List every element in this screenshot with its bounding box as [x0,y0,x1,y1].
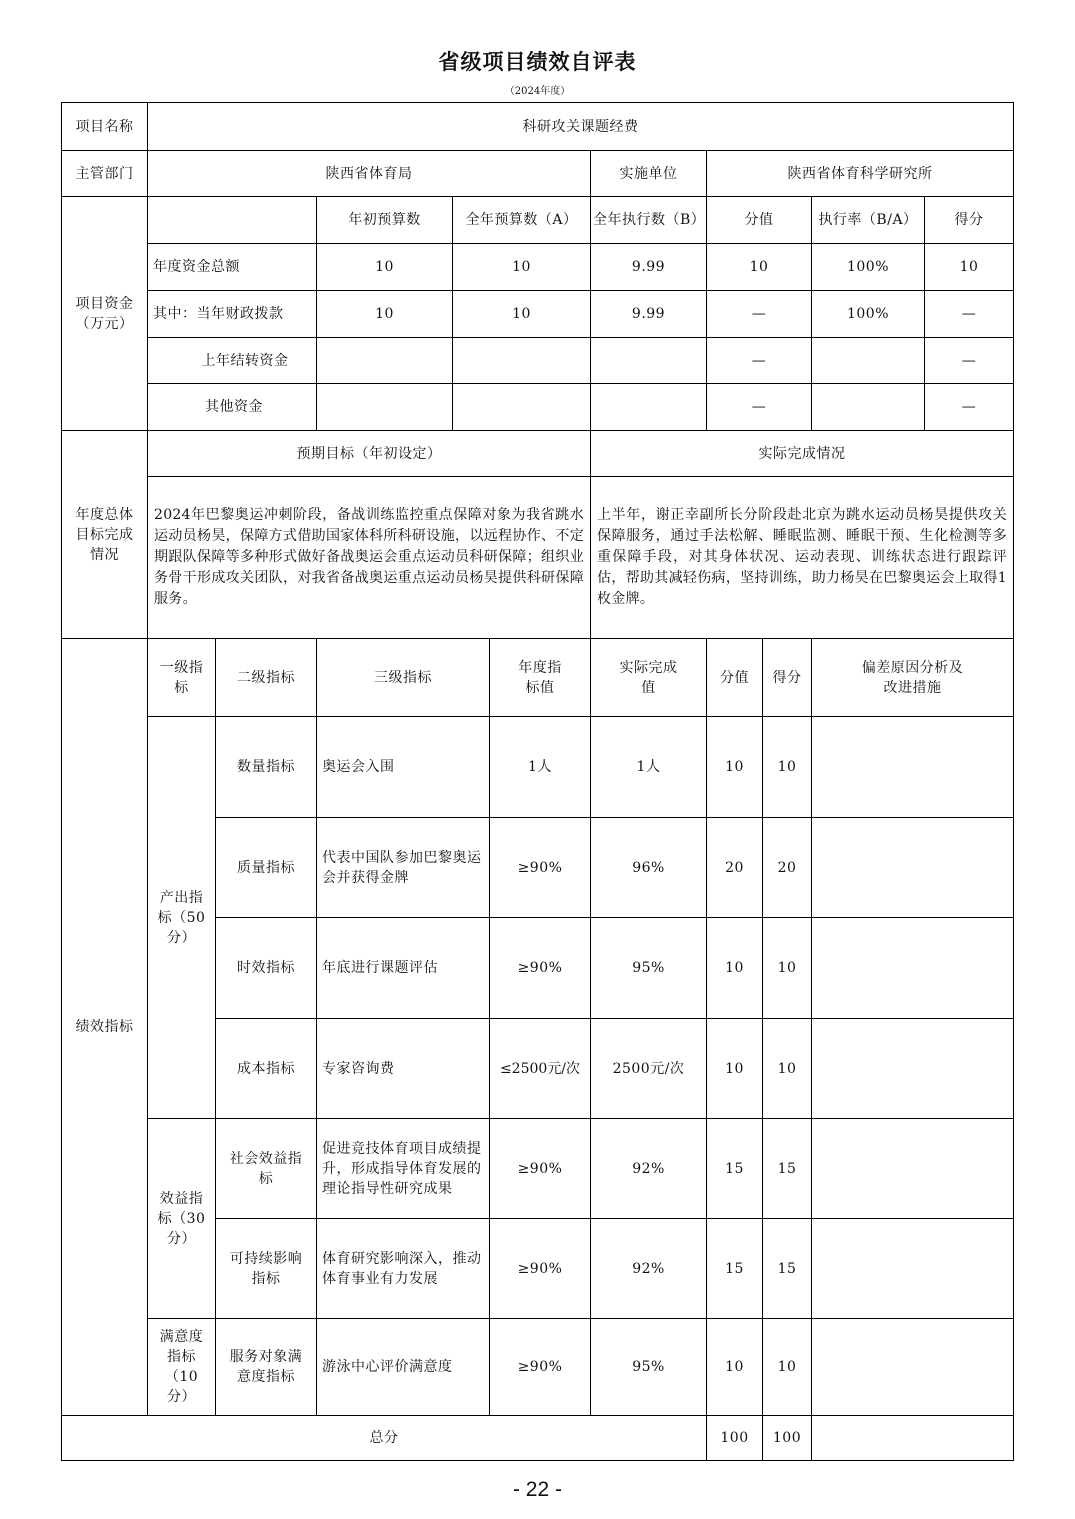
perf-target: 1人 [528,759,552,775]
funds-cell [317,384,452,430]
perf-target: ≥90% [517,1160,563,1177]
perf-score: 10 [725,960,744,976]
perf-note [812,1219,1013,1318]
perf-target: ≥90% [517,960,563,976]
perf-l2: 质量指标 [237,859,295,876]
funds-header-executed: 全年执行数（B） [593,212,706,228]
funds-cell: 100% [846,306,890,322]
funds-cell: 10 [749,259,769,275]
perf-group-satisfaction: 满意度指标（10分） [159,1329,204,1405]
perf-got: 10 [777,1060,797,1077]
funds-header-annual: 全年预算数（A） [465,212,578,228]
total-score: 100 [720,1430,749,1446]
perf-note [812,918,1013,1018]
perf-actual: 95% [632,1359,665,1375]
dept-label: 主管部门 [75,165,134,182]
page-title: 省级项目绩效自评表 [438,50,637,74]
funds-cell: — [751,399,767,415]
funds-cell: 10 [959,259,979,275]
perf-score: 15 [725,1160,744,1177]
funds-header-rate: 执行率（B/A） [818,212,918,228]
goal-actual-text: 上半年，谢正幸副所长分阶段赴北京为跳水运动员杨昊提供攻关保障服务，通过手法松解、睡眠监测、睡眠干预、生化检测等多重保障手段，对其身体状况、运动表现、训练状态进行跟踪评估，帮助其减轻伤病，坚持训练，助力杨昊在巴黎奥运会上取得1枚金牌。 [597,507,1007,607]
perf-l3: 游泳中心评价满意度 [322,1359,453,1375]
perf-actual: 96% [632,859,665,876]
perf-got: 15 [777,1260,797,1277]
perf-actual: 1人 [636,759,661,775]
funds-cell: 10 [512,259,531,275]
project-name-value: 科研攻关课题经费 [522,118,639,135]
funds-header-initial: 年初预算数 [348,212,421,228]
dept-value: 陕西省体育局 [325,165,413,182]
goal-expected-text: 2024年巴黎奥运冲刺阶段，备战训练监控重点保障对象为我省跳水运动员杨昊，保障方式借助国家体科所科研设施，以远程协作、不定期跟队保障等多种形式做好备战奥运会重点运动员科研保障；组织业务骨干形成攻关团队，对我省备战奥运重点运动员杨昊提供科研保障服务。 [154,507,584,607]
funds-cell: — [751,306,767,322]
funds-cell [812,384,924,430]
perf-label: 绩效指标 [75,1019,134,1035]
perf-group-output: 产出指标（50分） [157,889,206,946]
perf-got: 10 [777,960,797,976]
perf-header-note: 偏差原因分析及改进措施 [861,659,964,696]
perf-got: 10 [777,759,797,775]
perf-actual: 95% [632,960,665,976]
goal-actual-header: 实际完成情况 [758,445,846,462]
funds-cell [591,338,706,383]
perf-got: 15 [777,1160,797,1177]
perf-l2: 时效指标 [237,960,295,976]
funds-row-name: 其中：当年财政拨款 [153,306,284,322]
perf-l3: 代表中国队参加巴黎奥运会并获得金牌 [322,849,482,886]
goal-expected-header: 预期目标（年初设定） [296,445,442,462]
funds-cell: 9.99 [631,306,666,322]
funds-label: 项目资金（万元） [75,295,134,332]
funds-cell: 10 [512,306,531,322]
funds-cell: — [751,352,767,369]
perf-score: 20 [725,859,744,876]
funds-cell [317,338,452,383]
perf-l2: 可持续影响指标 [229,1250,303,1287]
perf-target: ≤2500元/次 [499,1060,581,1077]
funds-cell [812,338,924,383]
year-label: （2024年度） [504,86,571,97]
perf-target: ≥90% [517,1260,563,1277]
perf-l3: 促进竞技体育项目成绩提升，形成指导体育发展的理论指导性研究成果 [322,1140,482,1197]
perf-l3: 年底进行课题评估 [322,960,438,976]
funds-header-got: 得分 [954,212,984,228]
perf-header-l2: 二级指标 [237,669,295,686]
perf-score: 10 [725,1060,744,1077]
funds-cell [453,338,590,383]
perf-l3: 专家咨询费 [322,1060,395,1077]
perf-note [812,1319,1013,1415]
perf-got: 20 [777,859,797,876]
perf-header-got: 得分 [772,669,802,686]
impl-unit-label: 实施单位 [619,165,678,182]
funds-row-name: 上年结转资金 [201,352,289,369]
funds-row-name: 其他资金 [205,399,263,415]
funds-cell: 10 [375,259,394,275]
funds-cell: — [961,399,977,415]
funds-cell: 10 [375,306,394,322]
perf-header-target: 年度指标值 [518,659,562,696]
total-note [812,1416,1013,1460]
funds-cell [591,384,706,430]
perf-score: 10 [725,759,744,775]
perf-header-l3: 三级指标 [374,669,432,686]
perf-l2: 成本指标 [237,1060,295,1077]
funds-row-name: 年度资金总额 [153,259,240,275]
funds-header-score: 分值 [744,212,774,228]
perf-header-actual: 实际完成值 [619,659,678,696]
perf-l3: 奥运会入围 [322,759,395,775]
funds-cell: 100% [846,259,890,275]
perf-l3: 体育研究影响深入，推动体育事业有力发展 [322,1250,482,1287]
perf-header-score: 分值 [720,669,749,686]
perf-l2: 服务对象满意度指标 [229,1349,303,1385]
perf-actual: 92% [632,1160,665,1177]
total-label: 总分 [369,1430,399,1446]
impl-unit-value: 陕西省体育科学研究所 [787,165,933,182]
perf-header-l1: 一级指标 [159,659,204,696]
perf-target: ≥90% [517,1359,563,1375]
funds-cell [453,384,590,430]
perf-score: 15 [725,1260,744,1277]
funds-cell: 9.99 [631,259,666,275]
perf-l2: 数量指标 [237,759,295,775]
perf-note [812,717,1013,817]
perf-actual: 2500元/次 [612,1060,685,1077]
funds-cell: — [961,352,977,369]
perf-target: ≥90% [517,859,563,876]
project-name-label: 项目名称 [75,118,134,135]
perf-actual: 92% [632,1260,665,1277]
goal-label: 年度总体目标完成情况 [75,506,134,563]
page-number: - 22 - [512,1478,562,1501]
perf-note [812,1019,1013,1118]
total-got: 100 [772,1430,802,1446]
funds-cell: — [961,306,977,322]
perf-score: 10 [725,1359,744,1375]
perf-group-benefit: 效益指标（30分） [157,1190,206,1247]
perf-l2: 社会效益指标 [229,1150,303,1187]
perf-got: 10 [777,1359,797,1375]
perf-note [812,818,1013,917]
perf-note [812,1119,1013,1218]
